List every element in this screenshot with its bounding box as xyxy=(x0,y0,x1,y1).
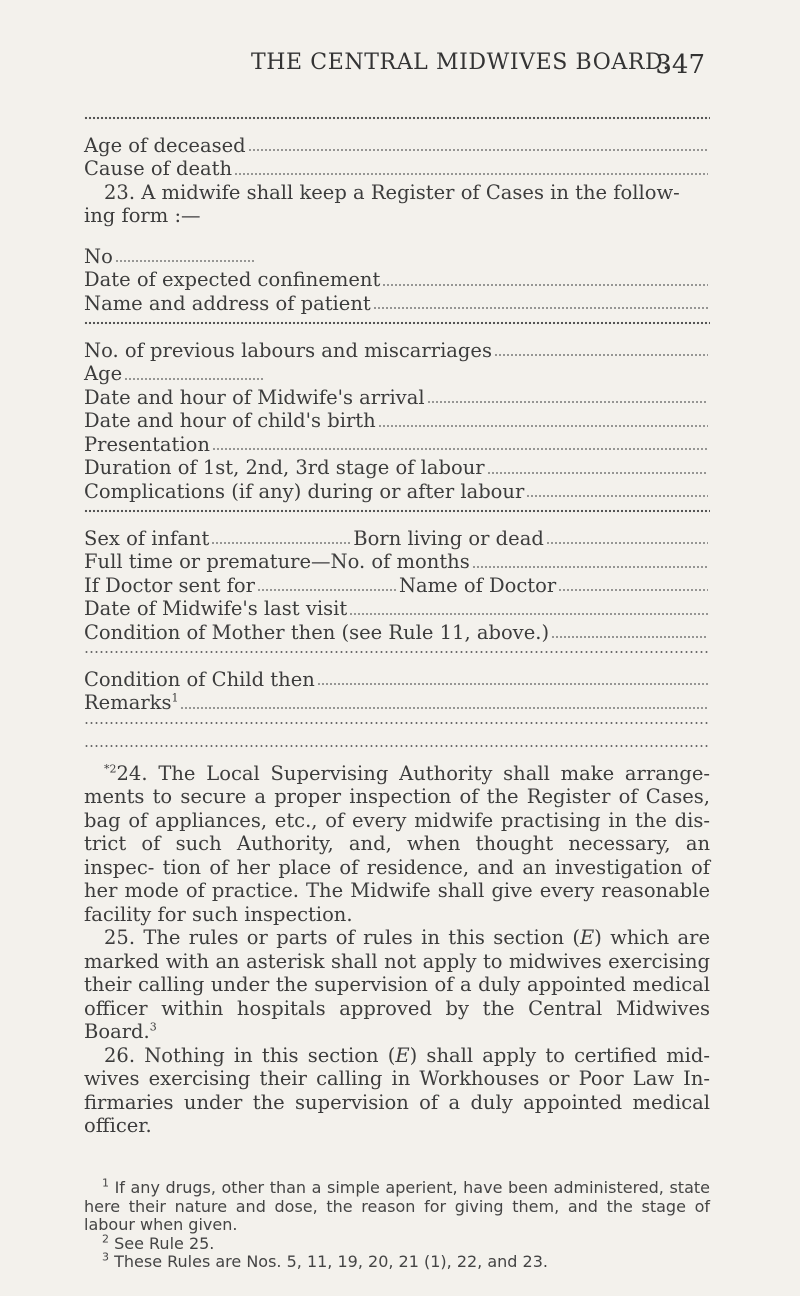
footnote-3: $^3$ These Rules are Nos. 5, 11, 19, 20, 21 (1), 22, and 23. xyxy=(102,1250,548,1271)
form-line-last-visit: Date of Midwife's last visit xyxy=(84,597,710,621)
form-line-complications: Complications (if any) during or after labour xyxy=(84,480,710,504)
dotted-rule xyxy=(84,644,710,668)
form-line-age: Age xyxy=(84,362,710,386)
form-line-mother-condition: Condition of Mother then (see Rule 11, above.) xyxy=(84,621,710,645)
dotted-rule xyxy=(84,738,710,762)
form-line-previous-labours: No. of previous labours and miscarriages xyxy=(84,339,710,363)
dotted-rule xyxy=(84,503,710,527)
form-line-doctor-sent: If Doctor sent for Name of Doctor xyxy=(84,574,710,598)
footnotes xyxy=(84,1176,710,1272)
form-line-stage-duration: Duration of 1st, 2nd, 3rd stage of labour xyxy=(84,456,710,480)
rule-23-line1: 23. A midwife shall keep a Register of Cases in the follow- xyxy=(104,180,680,204)
footnote-1: $^1$ If any drugs, other than a simple aperient, have been administered, state here their nature and dose, the reason for giving them, and the stage of labour when given. xyxy=(84,1176,710,1234)
form-line-child-birth: Date and hour of child's birth xyxy=(84,409,710,433)
form-line-age-deceased: Age of deceased xyxy=(84,134,710,158)
form-line-child-condition: Condition of Child then xyxy=(84,668,710,692)
form-line-presentation: Presentation xyxy=(84,433,710,457)
form-line-remarks: Remarks$^1$ xyxy=(84,691,710,715)
page-header xyxy=(85,50,715,84)
footnote-ref: 1 xyxy=(171,691,179,705)
rule-26: 26. Nothing in this section (E) shall apply to certified mid- wives exercising their calling in Workhouses or Poor Law In- firmaries under the supervision of a duly appointed medical officer. xyxy=(84,1043,710,1137)
form-line-name-address: Name and address of patient xyxy=(84,292,710,316)
rule-23-line2: ing form :— xyxy=(84,204,201,227)
running-head: THE CENTRAL MIDWIVES BOARD. xyxy=(251,50,671,75)
page-number: 347 xyxy=(655,50,705,80)
rule-24-marker: *2 xyxy=(104,762,117,775)
footnote-ref: 3 xyxy=(149,1020,157,1034)
form-line-sex-infant: Sex of infant Born living or dead xyxy=(84,527,710,551)
rule-25: 25. The rules or parts of rules in this section (E) which are marked with an asterisk shall not apply to midwives exercising their calling under the supervision of a duly appointed medical officer within hospitals approved by the Central Midwives Board.$^3$ xyxy=(84,926,710,1043)
page-body xyxy=(84,110,710,1138)
footnote-2: $^2$ See Rule 25. xyxy=(102,1232,215,1253)
form-line-full-time: Full time or premature—No. of months xyxy=(84,550,710,574)
dotted-rule xyxy=(84,110,710,134)
form-line-midwife-arrival: Date and hour of Midwife's arrival xyxy=(84,386,710,410)
form-line-expected-confinement: Date of expected confinement xyxy=(84,268,710,292)
form-line-cause-death: Cause of death xyxy=(84,157,710,181)
dotted-rule xyxy=(84,715,710,739)
rule-24: $^{*2}$24. The Local Supervising Authority shall make arrange- ments to secure a proper inspection of the Register of Cases, bag of appliances, etc., of every midwife practising in the dis- trict of such Authority, and, when thought necessary, an inspec- tion of her place of residence, and an investigation of her mode of practice. The Midwife shall give every reasonable facility for such inspection. xyxy=(84,761,710,926)
dotted-rule xyxy=(84,315,710,339)
form-line-no: No xyxy=(84,245,710,269)
